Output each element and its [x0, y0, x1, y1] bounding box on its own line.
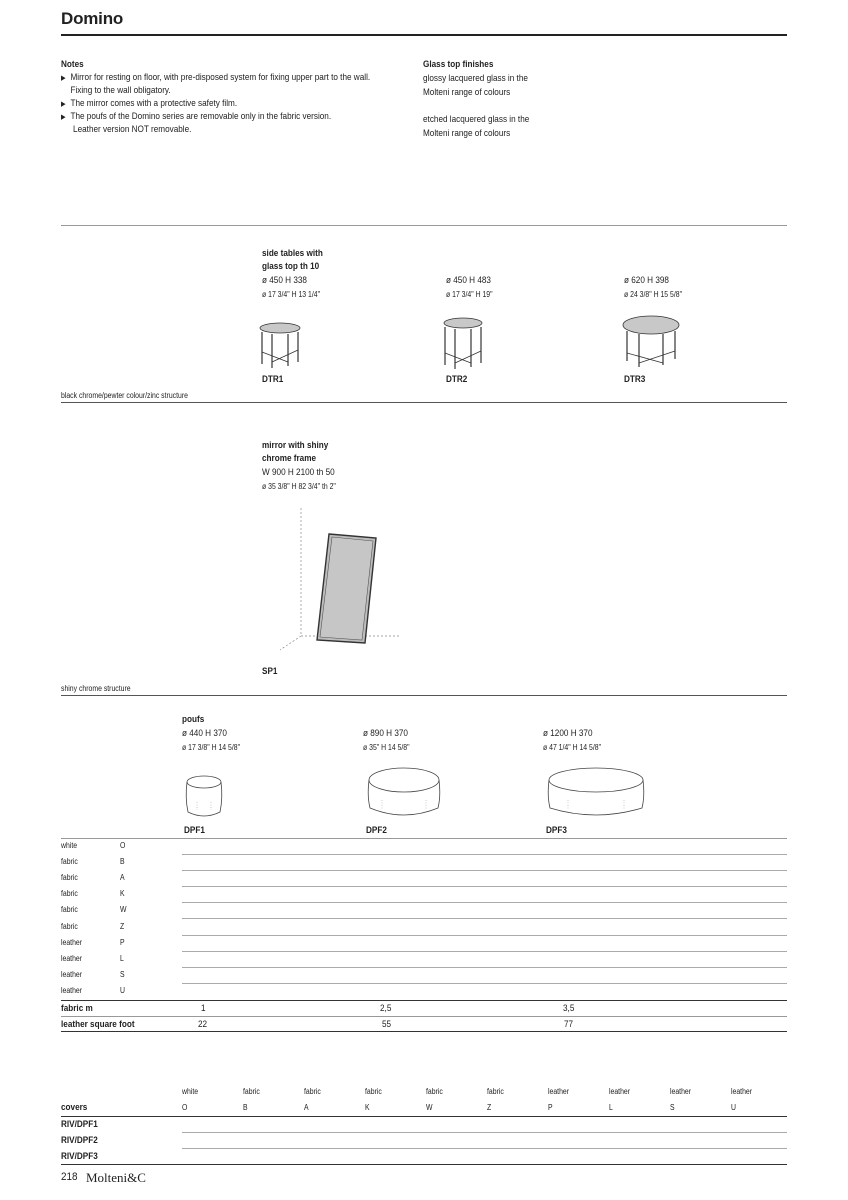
side-tables-heading: glass top th 10 — [262, 261, 320, 272]
fabric-m-value: 1 — [201, 1003, 206, 1014]
page-number: 218 — [61, 1171, 78, 1183]
covers-label: covers — [61, 1102, 88, 1113]
title-rule — [61, 34, 787, 36]
finish-row-material: fabric — [61, 921, 78, 931]
table-rule — [61, 1000, 787, 1001]
dpf3-drawing — [546, 764, 646, 822]
dpf2-dim-mm: ø 890 H 370 — [363, 728, 408, 739]
dtr2-code: DTR2 — [446, 374, 468, 385]
covers-col-code: W — [426, 1103, 433, 1112]
covers-col-material: fabric — [243, 1087, 260, 1096]
page-title: Domino — [61, 9, 124, 28]
finish-row-code: L — [120, 953, 124, 963]
finish-row-line — [182, 935, 787, 936]
covers-col-material: fabric — [365, 1087, 382, 1096]
leather-sqft-label: leather square foot — [61, 1019, 135, 1030]
covers-col-material: leather — [548, 1087, 570, 1096]
mirror-heading: mirror with shiny — [262, 440, 329, 451]
mirror-drawing — [270, 500, 410, 650]
note-item: ▶ Mirror for resting on floor, with pre-disposed system for fixing upper part to the wall. — [61, 71, 422, 84]
side-tables-heading: side tables with — [262, 248, 323, 259]
section-divider — [61, 695, 787, 696]
covers-col-material: fabric — [487, 1087, 504, 1096]
finish-row-code: K — [120, 889, 125, 899]
dpf3-code: DPF3 — [546, 825, 567, 836]
covers-row-label: RIV/DPF2 — [61, 1135, 98, 1146]
glass-line: Molteni range of colours — [423, 128, 511, 139]
finish-row-code: P — [120, 937, 125, 947]
dpf2-code: DPF2 — [366, 825, 387, 836]
dpf3-dim-in: ø 47 1/4" H 14 5/8" — [543, 743, 602, 752]
mirror-structure: shiny chrome structure — [61, 684, 131, 693]
fabric-m-value: 2,5 — [380, 1003, 392, 1014]
finish-row-material: fabric — [61, 905, 78, 915]
note-item: ▶ The poufs of the Domino series are removable only in the fabric version. — [61, 110, 422, 123]
mirror-dim-mm: W 900 H 2100 th 50 — [262, 467, 335, 478]
covers-col-code: Z — [487, 1103, 492, 1112]
finish-row-code: U — [120, 985, 125, 995]
side-tables-structure: black chrome/pewter colour/zinc structure — [61, 391, 188, 400]
covers-col-material: fabric — [426, 1087, 443, 1096]
table-top-rule — [61, 838, 787, 839]
glass-line: etched lacquered glass in the — [423, 114, 530, 125]
note-continuation: Fixing to the wall obligatory. — [70, 85, 171, 96]
glass-line: Molteni range of colours — [423, 87, 511, 98]
fabric-m-label: fabric m — [61, 1003, 93, 1014]
leather-sqft-value: 22 — [198, 1019, 208, 1030]
dtr3-dim-in: ø 24 3/8" H 15 5/8" — [624, 290, 683, 299]
finish-row-line — [182, 870, 787, 871]
covers-col-code: K — [365, 1103, 370, 1112]
finish-row-material: fabric — [61, 857, 78, 867]
covers-col-material: leather — [731, 1087, 753, 1096]
finish-row-line — [182, 902, 787, 903]
covers-col-code: L — [609, 1103, 613, 1112]
covers-row-line — [182, 1148, 787, 1149]
covers-col-material: leather — [609, 1087, 631, 1096]
mirror-heading: chrome frame — [262, 453, 317, 464]
glass-heading: Glass top finishes — [423, 59, 494, 70]
notes-heading: Notes — [61, 59, 84, 70]
dpf1-drawing — [184, 772, 224, 822]
dpf1-dim-in: ø 17 3/8" H 14 5/8" — [182, 743, 241, 752]
covers-rule — [61, 1116, 787, 1117]
mirror-dim-in: ø 35 3/8" H 82 3/4" th 2" — [262, 482, 336, 491]
finish-row-code: O — [120, 841, 126, 850]
section-divider — [61, 225, 787, 226]
covers-col-code: A — [304, 1103, 309, 1112]
dpf1-code: DPF1 — [184, 825, 205, 836]
finish-row-material: leather — [61, 937, 83, 947]
brand-logo: Molteni&C — [86, 1170, 146, 1185]
finish-row-line — [182, 918, 787, 919]
dtr2-dim-in: ø 17 3/4" H 19" — [446, 290, 493, 299]
dtr3-code: DTR3 — [624, 374, 646, 385]
table-rule — [61, 1031, 787, 1032]
finish-row-material: leather — [61, 953, 83, 963]
finish-row-line — [182, 951, 787, 952]
finish-row-material: leather — [61, 969, 83, 979]
finish-row-code: A — [120, 873, 125, 883]
dtr1-code: DTR1 — [262, 374, 284, 385]
poufs-heading: poufs — [182, 714, 205, 725]
table-rule — [61, 1016, 787, 1017]
finish-row-code: W — [120, 905, 127, 915]
dtr3-drawing — [621, 315, 683, 369]
finish-row-line — [182, 886, 787, 887]
mirror-code: SP1 — [262, 666, 278, 677]
finish-row-code: B — [120, 857, 125, 867]
finish-row-code: S — [120, 969, 125, 979]
finish-row-line — [182, 983, 787, 984]
covers-col-code: S — [670, 1103, 675, 1112]
dtr2-dim-mm: ø 450 H 483 — [446, 275, 491, 286]
covers-bottom-rule — [61, 1164, 787, 1165]
covers-row-label: RIV/DPF3 — [61, 1151, 98, 1162]
dpf1-dim-mm: ø 440 H 370 — [182, 728, 227, 739]
notes-list — [61, 71, 422, 136]
covers-col-code: U — [731, 1103, 736, 1112]
covers-col-material: fabric — [304, 1087, 321, 1096]
covers-row-label: RIV/DPF1 — [61, 1119, 98, 1130]
finish-row-line — [182, 854, 787, 855]
finish-row-material: fabric — [61, 873, 78, 883]
dtr1-dim-mm: ø 450 H 338 — [262, 275, 307, 286]
finish-row-material: fabric — [61, 889, 78, 899]
dpf2-dim-in: ø 35" H 14 5/8" — [363, 743, 410, 752]
dpf2-drawing — [366, 764, 442, 822]
note-item: ▶ The mirror comes with a protective safety film. — [61, 97, 422, 110]
dtr2-drawing — [441, 317, 487, 371]
covers-row-line — [182, 1132, 787, 1133]
finish-row-material: white — [61, 841, 78, 850]
finish-row-line — [182, 967, 787, 968]
covers-col-material: leather — [670, 1087, 692, 1096]
covers-col-code: P — [548, 1103, 553, 1112]
leather-sqft-value: 77 — [564, 1019, 574, 1030]
finish-row-code: Z — [120, 921, 125, 931]
covers-col-material: white — [182, 1087, 199, 1096]
note-continuation: Leather version NOT removable. — [73, 124, 192, 135]
fabric-m-value: 3,5 — [563, 1003, 575, 1014]
dtr1-dim-in: ø 17 3/4" H 13 1/4" — [262, 290, 321, 299]
covers-col-code: B — [243, 1103, 248, 1112]
leather-sqft-value: 55 — [382, 1019, 392, 1030]
glass-line: glossy lacquered glass in the — [423, 73, 528, 84]
finish-row-material: leather — [61, 985, 83, 995]
section-divider — [61, 402, 787, 403]
dtr1-drawing — [258, 322, 304, 370]
dtr3-dim-mm: ø 620 H 398 — [624, 275, 669, 286]
covers-col-code: O — [182, 1103, 188, 1112]
dpf3-dim-mm: ø 1200 H 370 — [543, 728, 593, 739]
